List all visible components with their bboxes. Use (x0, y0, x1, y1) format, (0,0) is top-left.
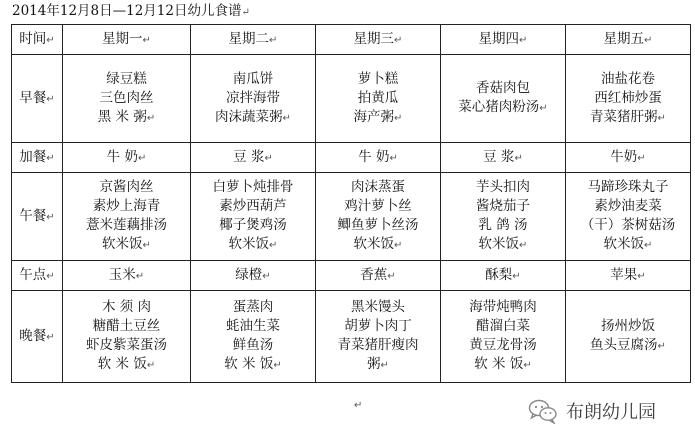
dish-item (566, 216, 690, 235)
day-header-label: 星期二 (228, 30, 270, 47)
menu-cell (566, 143, 691, 173)
paragraph-mark-icon: ↵ (46, 34, 55, 46)
day-header-cell (63, 25, 191, 55)
dish-name: 木 须 肉 (101, 299, 152, 315)
dish-item (566, 266, 690, 286)
menu-cell (316, 173, 441, 261)
paragraph-mark-icon: ↵ (637, 152, 646, 164)
paragraph-mark-icon: ↵ (394, 240, 403, 251)
dish-name: 西红柿炒蛋 (594, 89, 662, 106)
menu-cell (316, 143, 441, 173)
paragraph-mark-icon: ↵ (519, 34, 528, 46)
menu-cell (316, 291, 441, 383)
dish-item (191, 108, 315, 128)
dish-item (191, 266, 315, 286)
dish-name: 素炒上海青 (92, 198, 161, 214)
dish-name: 牛 奶 (358, 148, 390, 165)
dish-name: 白萝卜炖排骨 (212, 179, 294, 195)
dish-item (191, 216, 315, 235)
paragraph-mark-icon: ↵ (644, 240, 653, 251)
dish-name: （干）茶树菇汤 (580, 217, 676, 233)
dish-name: 黄豆龙骨汤 (469, 337, 537, 353)
meal-label: 早餐 (19, 89, 47, 106)
dish-item (191, 355, 315, 375)
dish-item (316, 70, 440, 89)
dish-item (441, 197, 565, 216)
menu-title-text: 2014年12月8日—12月12日幼儿食谱 (12, 3, 242, 19)
dish-item (441, 336, 565, 355)
dish-item (191, 197, 315, 216)
dish-item (191, 70, 315, 89)
day-header-cell (566, 25, 691, 55)
dish-item (63, 70, 190, 89)
dish-item (441, 298, 565, 317)
menu-cell (441, 261, 566, 291)
dish-name: 鱼头豆腐汤 (590, 337, 658, 353)
dish-item (316, 317, 440, 336)
dish-name: 扬州炒饭 (601, 318, 655, 334)
menu-cell (191, 55, 316, 143)
dish-name: 胡萝卜肉丁 (344, 318, 412, 334)
dish-item (63, 266, 190, 286)
dish-name: 黑米馒头 (351, 299, 405, 315)
dish-item (566, 317, 690, 336)
dish-item (566, 108, 690, 128)
menu-cell (63, 261, 191, 291)
paragraph-mark-icon: ↵ (262, 270, 271, 282)
meal-row (12, 291, 691, 383)
menu-cell (63, 291, 191, 383)
menu-cell (316, 261, 441, 291)
dish-name: 三色肉丝 (99, 89, 154, 106)
menu-cell (191, 261, 316, 291)
paragraph-mark-icon: ↵ (46, 152, 55, 164)
paragraph-mark-icon: ↵ (135, 270, 145, 282)
meal-row (12, 261, 691, 291)
menu-cell (441, 291, 566, 383)
paragraph-mark-icon: ↵ (264, 152, 273, 164)
dish-name: 素炒西葫芦 (219, 198, 287, 214)
dish-item (566, 89, 690, 108)
dish-name: 绿橙 (235, 266, 263, 283)
dish-name: 软米饭 (603, 236, 645, 252)
paragraph-mark-icon: ↵ (387, 270, 396, 282)
dish-name: 软 米 饭 (474, 356, 524, 372)
paragraph-mark-icon: ↵ (146, 360, 156, 371)
menu-cell (566, 55, 691, 143)
meal-label: 午餐 (19, 207, 47, 224)
dish-item (191, 148, 315, 168)
wechat-watermark (528, 396, 656, 426)
paragraph-mark-icon: ↵ (539, 103, 548, 114)
dish-name: 粥 (367, 356, 381, 372)
dish-name: 椰子煲鸡汤 (219, 217, 287, 233)
meal-row (12, 55, 691, 143)
meal-label-cell (12, 55, 63, 143)
menu-title (12, 2, 250, 22)
paragraph-mark-icon: ↵ (46, 93, 55, 105)
menu-cell (441, 55, 566, 143)
dish-name: 牛奶 (610, 148, 638, 165)
menu-cell (566, 291, 691, 383)
dish-name: 糖醋土豆丝 (92, 318, 161, 334)
dish-name: 苹果 (610, 266, 638, 283)
menu-cell (63, 143, 191, 173)
header-corner-label: 时间 (19, 30, 47, 47)
meal-label: 晚餐 (19, 327, 47, 344)
paragraph-mark-icon: ↵ (637, 270, 646, 282)
dish-name: 酱烧茄子 (476, 198, 530, 214)
dish-item (63, 355, 190, 375)
dish-name: 拍黄瓜 (357, 89, 399, 106)
paragraph-mark-icon: ↵ (514, 152, 523, 164)
dish-name: 京酱肉丝 (99, 179, 154, 195)
paragraph-mark-icon: ↵ (644, 34, 653, 46)
dish-name: 薏米莲藕排汤 (86, 217, 167, 233)
dish-name: 牛 奶 (106, 148, 138, 165)
day-header-cell (441, 25, 566, 55)
watermark-text: 布朗幼儿园 (566, 402, 656, 423)
dish-name: 黑 米 粥 (97, 108, 147, 125)
dish-item (441, 235, 565, 255)
paragraph-mark-icon: ↵ (519, 240, 528, 251)
day-header-label: 星期三 (353, 30, 395, 47)
dish-name: 酥梨 (485, 266, 513, 283)
dish-name: 软米饭 (478, 236, 520, 252)
paragraph-mark-icon: ↵ (142, 240, 151, 251)
day-header-label: 星期五 (603, 30, 645, 47)
dish-name: 马蹄珍珠丸子 (587, 179, 669, 195)
dish-name: 香蕉 (360, 266, 388, 283)
dish-item (191, 178, 315, 197)
meal-label: 加餐 (19, 148, 47, 165)
dish-name: 醋溜白菜 (476, 318, 530, 334)
dish-item (566, 197, 690, 216)
dish-item (316, 216, 440, 235)
day-header-cell (316, 25, 441, 55)
dish-item (441, 216, 565, 235)
dish-item (63, 235, 190, 255)
dish-item (566, 70, 690, 89)
paragraph-mark-icon: ↵ (46, 211, 55, 223)
menu-cell (441, 143, 566, 173)
dish-name: 绿豆糕 (106, 70, 147, 87)
meal-label-cell (12, 173, 63, 261)
wechat-icon (528, 398, 558, 424)
dish-name: 蚝油生菜 (226, 318, 280, 334)
dish-item (191, 235, 315, 255)
dish-name: 油盐花卷 (601, 70, 655, 87)
dish-item (441, 266, 565, 286)
dish-name: 芋头扣肉 (476, 179, 530, 195)
dish-name: 南瓜饼 (232, 70, 274, 87)
paragraph-mark-icon: ↵ (282, 112, 291, 124)
dish-item (316, 298, 440, 317)
menu-cell (191, 173, 316, 261)
dish-item (441, 148, 565, 168)
dish-item (63, 178, 190, 197)
dish-item (316, 336, 440, 355)
paragraph-mark-icon: ↵ (354, 400, 363, 411)
weekly-menu-table (11, 24, 691, 383)
dish-item (566, 148, 690, 168)
dish-name: 菜心猪肉粉汤 (458, 99, 540, 115)
paragraph-mark-icon: ↵ (241, 7, 250, 18)
day-header-cell (191, 25, 316, 55)
day-header-label: 星期一 (102, 30, 143, 47)
dish-item (316, 178, 440, 197)
dish-item (441, 98, 565, 118)
dish-item (441, 79, 565, 98)
dish-item (191, 336, 315, 355)
dish-item (191, 317, 315, 336)
dish-name: 软米饭 (102, 236, 143, 252)
dish-item (63, 89, 190, 108)
dish-item (566, 235, 690, 255)
menu-cell (316, 55, 441, 143)
dish-name: 肉沫蔬菜粥 (215, 108, 283, 125)
dish-name: 香菇肉包 (476, 80, 530, 96)
dish-item (316, 89, 440, 108)
header-corner-cell (12, 25, 63, 55)
dish-item (441, 317, 565, 336)
meal-label-cell (12, 261, 63, 291)
dish-item (63, 197, 190, 216)
paragraph-mark-icon: ↵ (273, 360, 282, 371)
menu-cell (191, 291, 316, 383)
dish-name: 凉拌海带 (226, 89, 280, 106)
paragraph-mark-icon: ↵ (137, 152, 147, 164)
paragraph-mark-icon: ↵ (46, 270, 55, 282)
dish-item (441, 178, 565, 197)
dish-name: 虾皮紫菜蛋汤 (86, 337, 167, 353)
dish-name: 软米饭 (353, 236, 395, 252)
dish-item (63, 298, 190, 317)
paragraph-mark-icon: ↵ (380, 360, 389, 371)
dish-item (191, 298, 315, 317)
paragraph-mark-icon: ↵ (394, 34, 403, 46)
dish-item (566, 336, 690, 356)
dish-item (316, 235, 440, 255)
menu-cell (63, 55, 191, 143)
paragraph-mark-icon: ↵ (657, 112, 666, 124)
paragraph-mark-icon: ↵ (389, 152, 398, 164)
dish-item (316, 108, 440, 128)
paragraph-mark-icon: ↵ (523, 360, 532, 371)
day-header-label: 星期四 (478, 30, 520, 47)
dish-name: 鲫鱼萝卜丝汤 (337, 217, 419, 233)
dish-item (63, 317, 190, 336)
paragraph-mark-icon: ↵ (269, 34, 278, 46)
dish-name: 鲜鱼汤 (232, 337, 274, 353)
dish-name: 素炒油麦菜 (594, 198, 662, 214)
dish-name: 蛋蒸肉 (232, 299, 274, 315)
menu-cell (566, 173, 691, 261)
dish-name: 鸡汁萝卜丝 (344, 198, 412, 214)
dish-name: 乳 鸽 汤 (478, 217, 528, 233)
dish-name: 软 米 饭 (97, 356, 147, 372)
dish-name: 海带炖鸭肉 (469, 299, 537, 315)
menu-cell (441, 173, 566, 261)
dish-name: 豆 浆 (233, 148, 265, 165)
dish-name: 青菜猪肝瘦肉 (337, 337, 419, 353)
dish-item (566, 178, 690, 197)
paragraph-mark-icon: ↵ (142, 34, 151, 46)
meal-label-cell (12, 143, 63, 173)
menu-cell (191, 143, 316, 173)
meal-label-cell (12, 291, 63, 383)
dish-item (63, 336, 190, 355)
meal-row (12, 173, 691, 261)
dish-item (316, 266, 440, 286)
dish-name: 青菜猪肝粥 (590, 108, 658, 125)
dish-item (316, 148, 440, 168)
dish-item (441, 355, 565, 375)
meal-label: 午点 (19, 266, 47, 283)
dish-name: 软 米 饭 (224, 356, 274, 372)
paragraph-mark-icon: ↵ (146, 112, 156, 124)
paragraph-mark-icon: ↵ (657, 341, 666, 352)
dish-item (316, 197, 440, 216)
dish-name: 肉沫蒸蛋 (351, 179, 405, 195)
dish-item (63, 108, 190, 128)
dish-name: 玉米 (108, 266, 136, 283)
paragraph-mark-icon: ↵ (269, 240, 278, 251)
dish-name: 海产粥 (353, 108, 395, 125)
dish-name: 萝卜糕 (357, 70, 399, 87)
header-row (12, 25, 691, 55)
paragraph-mark-icon: ↵ (512, 270, 521, 282)
menu-cell (566, 261, 691, 291)
dish-item (63, 216, 190, 235)
meal-row (12, 143, 691, 173)
dish-item (316, 355, 440, 375)
dish-name: 豆 浆 (483, 148, 515, 165)
dish-name: 软米饭 (228, 236, 270, 252)
dish-item (191, 89, 315, 108)
dish-item (63, 148, 190, 168)
paragraph-mark-icon: ↵ (46, 331, 55, 343)
menu-cell (63, 173, 191, 261)
paragraph-mark-icon: ↵ (394, 112, 403, 124)
